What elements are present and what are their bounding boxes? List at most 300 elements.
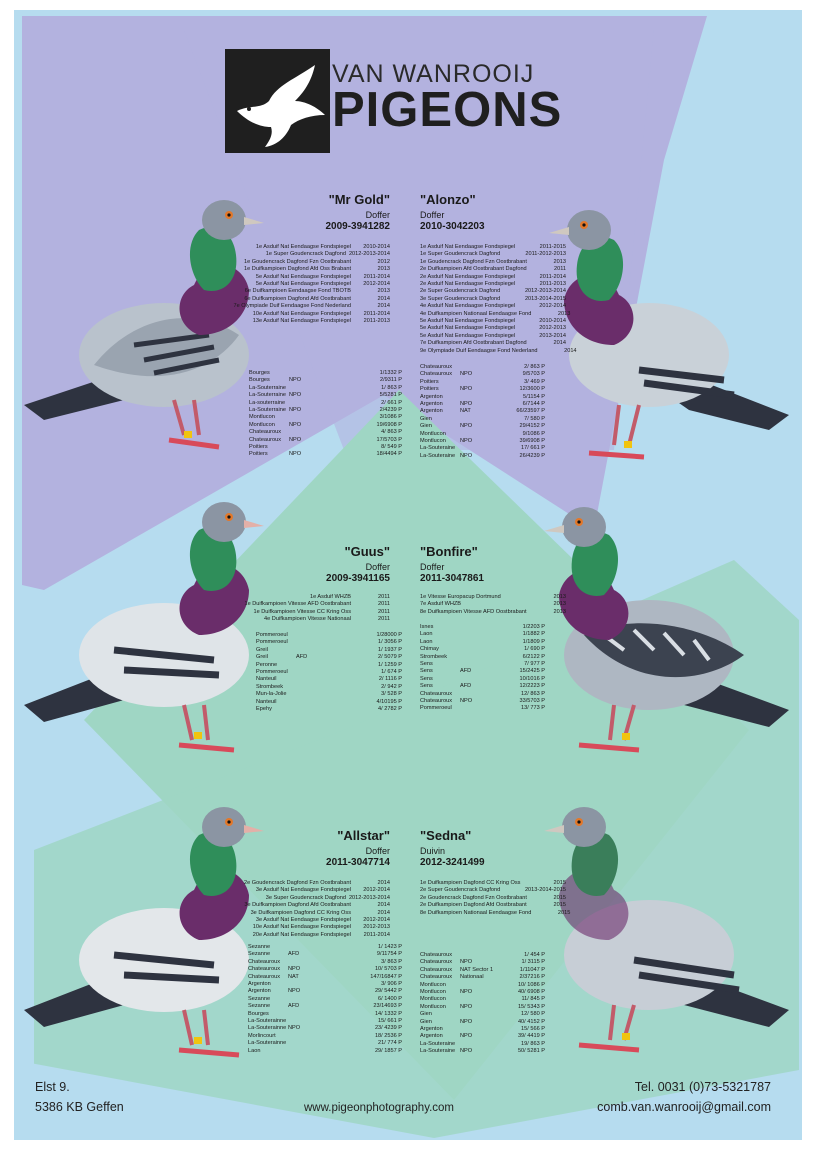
result-row bbox=[256, 669, 402, 676]
result-level bbox=[289, 414, 319, 421]
result-place: 19/ 863 P bbox=[521, 1040, 545, 1047]
results-bonfire bbox=[420, 624, 545, 713]
result-place: 2/ 5079 P bbox=[378, 654, 402, 661]
result-race: Laon bbox=[248, 1047, 261, 1054]
achievement-row bbox=[220, 288, 390, 295]
achievement-year: 2011-2013 bbox=[363, 318, 390, 325]
achievements-guus bbox=[220, 594, 390, 624]
result-race: Chateauroux bbox=[420, 698, 453, 705]
result-row bbox=[248, 1048, 402, 1055]
result-row bbox=[420, 431, 545, 438]
achievement-row bbox=[220, 311, 390, 318]
achievement-title: 3e Super Goudencrack Dagfond bbox=[420, 295, 501, 302]
result-row bbox=[420, 401, 545, 408]
result-level: NPO bbox=[460, 371, 473, 378]
achievement-title: 2e Asduif Nat Eendaagse Fondspiegel bbox=[420, 281, 516, 288]
result-level: NPO bbox=[460, 989, 473, 996]
result-place: 3/ 906 P bbox=[381, 981, 402, 988]
achievement-title: 2e Goudencrack Dagfond Fzn Oostbrabant bbox=[420, 894, 527, 901]
bird-ring-sedna: 2012-3241499 bbox=[420, 857, 485, 868]
result-place: 14/ 1332 P bbox=[374, 1010, 402, 1017]
achievement-row bbox=[420, 274, 566, 281]
result-race: Argenton bbox=[420, 408, 443, 415]
result-level bbox=[296, 684, 326, 691]
achievement-row bbox=[420, 244, 566, 251]
result-place: 1/1809 P bbox=[522, 638, 545, 645]
pigeon-bonfire-image bbox=[544, 505, 789, 765]
result-place: 1/ 674 P bbox=[381, 669, 402, 676]
achievements-bonfire bbox=[420, 594, 566, 616]
result-level bbox=[460, 676, 490, 683]
achievement-year: 2014 bbox=[377, 909, 390, 916]
result-level bbox=[288, 1018, 318, 1025]
result-place: 17/ 661 P bbox=[521, 445, 545, 452]
result-row bbox=[420, 996, 545, 1003]
result-place: 1/ 863 P bbox=[381, 384, 402, 391]
bird-ring-allstar: 2011-3047714 bbox=[326, 857, 390, 868]
result-race: Argenton bbox=[420, 1026, 443, 1033]
achievement-year: 2013-2014 bbox=[539, 332, 566, 339]
achievement-title: 7e Olympiade Duif Eendaagse Fond Nederland bbox=[233, 303, 351, 310]
bird-ring-guus: 2009-3941165 bbox=[326, 573, 390, 584]
result-place: 1/ 1259 P bbox=[378, 661, 402, 668]
result-row bbox=[248, 1011, 402, 1018]
result-row bbox=[248, 988, 402, 995]
result-level bbox=[288, 1040, 318, 1047]
result-place: 1/ 1937 P bbox=[378, 646, 402, 653]
result-race: Chateauroux bbox=[420, 959, 453, 966]
achievement-row bbox=[220, 259, 390, 266]
achievement-year: 2012-2014 bbox=[363, 281, 390, 288]
achievement-title: 1e Duifkampioen Vitesse AFD Oostbrabant bbox=[244, 601, 351, 608]
result-race: Chateauroux bbox=[420, 974, 453, 981]
achievement-title: 1e Duifkampioen Dagfond Afd Oss Brabant bbox=[244, 266, 351, 273]
result-row bbox=[420, 394, 545, 401]
result-place: 9/5703 P bbox=[522, 371, 545, 378]
achievement-row bbox=[220, 266, 390, 273]
result-row bbox=[420, 952, 545, 959]
result-place: 4/10195 P bbox=[376, 698, 402, 705]
result-level bbox=[296, 706, 326, 713]
achievement-title: 3e Duifkampioen Dagfond Afd Oostbrabant bbox=[244, 902, 351, 909]
result-row bbox=[249, 444, 402, 451]
dove-logo bbox=[225, 49, 330, 153]
result-place: 5/1154 P bbox=[523, 393, 545, 400]
result-race: Sezanne bbox=[248, 1003, 271, 1010]
achievement-row bbox=[420, 296, 566, 303]
result-row bbox=[256, 654, 402, 661]
achievement-row bbox=[220, 917, 390, 924]
result-level bbox=[296, 676, 326, 683]
result-level: NPO bbox=[460, 438, 473, 445]
result-place: 15/ 566 P bbox=[521, 1026, 545, 1033]
brand-main-line: PIGEONS bbox=[332, 83, 563, 137]
result-level: NPO bbox=[460, 698, 473, 705]
result-row bbox=[248, 1033, 402, 1040]
achievement-year: 2013 bbox=[377, 266, 390, 273]
result-level bbox=[460, 445, 490, 452]
result-level: NPO bbox=[460, 1033, 473, 1040]
result-level: NPO bbox=[460, 423, 473, 430]
result-place: 13/ 773 P bbox=[521, 705, 545, 712]
achievement-row bbox=[420, 310, 571, 318]
result-race: Pommeroeul bbox=[256, 632, 288, 638]
result-row bbox=[248, 951, 402, 958]
bird-sex-sedna: Duivin bbox=[420, 846, 446, 856]
achievement-year: 2013 bbox=[553, 594, 566, 600]
dove-icon bbox=[225, 49, 330, 153]
achievement-row bbox=[220, 616, 390, 623]
result-row bbox=[248, 966, 402, 973]
result-race: Sens bbox=[420, 668, 433, 675]
result-row bbox=[256, 639, 402, 646]
result-place: 4/ 863 P bbox=[381, 429, 402, 436]
result-race: Mun-la-Jolie bbox=[256, 691, 287, 698]
result-race: Chimay bbox=[420, 646, 439, 653]
achievement-title: 1e Goudencrack Dagfond Fzn Oostbrabant bbox=[244, 258, 351, 265]
result-row bbox=[248, 1003, 402, 1010]
result-level bbox=[460, 952, 490, 959]
achievement-title: 5e Asduif Nat Eendaagse Fondspiegel bbox=[255, 281, 351, 288]
email-link[interactable]: comb.van.wanrooij@gmail.com bbox=[597, 1100, 771, 1114]
result-race: Argenton bbox=[420, 401, 443, 408]
result-row bbox=[420, 1033, 545, 1040]
result-level: NPO bbox=[460, 959, 473, 966]
result-level: NPO bbox=[288, 966, 301, 973]
achievement-row bbox=[420, 347, 577, 355]
result-race: La-Souterraine bbox=[249, 392, 287, 399]
result-place: 1/ 3056 P bbox=[378, 639, 402, 646]
achievement-year: 2015 bbox=[557, 909, 571, 916]
result-row bbox=[248, 1025, 402, 1032]
result-race: Poitiers bbox=[249, 451, 268, 458]
result-race: La-souterraine bbox=[249, 399, 286, 406]
achievement-year: 2012-2013 bbox=[363, 924, 390, 931]
result-level bbox=[288, 996, 318, 1003]
result-race: Sezanne bbox=[248, 944, 271, 950]
result-race: Argenton bbox=[420, 1033, 443, 1040]
result-place: 5/5281 P bbox=[379, 392, 402, 399]
result-level bbox=[296, 647, 326, 654]
achievement-title: 1e Asduif Nat Eendaagse Fondspiegel bbox=[420, 244, 516, 250]
phone-number: Tel. 0031 (0)73-5321787 bbox=[634, 1080, 771, 1094]
result-place: 19/6908 P bbox=[376, 421, 402, 428]
result-row bbox=[256, 647, 402, 654]
result-level bbox=[296, 632, 326, 639]
result-row bbox=[420, 423, 545, 430]
brand-top-line: VAN WANROOIJ bbox=[332, 60, 535, 88]
result-level bbox=[460, 691, 490, 698]
result-place: 26/4239 P bbox=[519, 452, 545, 459]
achievement-year: 2012 bbox=[377, 258, 390, 265]
result-level bbox=[460, 654, 490, 661]
result-level bbox=[460, 639, 490, 646]
bird-sex-mr-gold: Doffer bbox=[365, 210, 390, 220]
result-level bbox=[460, 394, 490, 401]
achievement-row bbox=[220, 303, 390, 310]
result-race: Argenton bbox=[248, 988, 271, 995]
result-place: 15/ 5343 P bbox=[517, 1003, 545, 1010]
result-place: 40/ 4152 P bbox=[517, 1018, 545, 1025]
result-row bbox=[420, 691, 545, 698]
result-level: NPO bbox=[289, 421, 302, 428]
achievement-title: 10e Asduif Nat Eendaagse Fondspiegel bbox=[252, 924, 351, 931]
result-row bbox=[249, 377, 402, 384]
result-level: NPO bbox=[460, 401, 473, 408]
result-row bbox=[420, 1026, 545, 1033]
result-place: 29/4152 P bbox=[519, 423, 545, 430]
achievement-row bbox=[420, 266, 566, 273]
result-race: Isnes bbox=[420, 624, 434, 630]
achievement-year: 2011 bbox=[377, 616, 390, 623]
achievement-year: 2011-2013 bbox=[539, 281, 566, 288]
address-line-2: 5386 KB Geffen bbox=[35, 1100, 124, 1114]
result-place: 8/ 549 P bbox=[381, 444, 402, 451]
achievement-title: 2e Duifkampioen Dagfond Afd Oostbrabant bbox=[420, 902, 527, 909]
achievement-year: 2012-2014 bbox=[363, 917, 390, 924]
result-place: 39/6908 P bbox=[519, 438, 545, 445]
achievement-title: 20e Asduif Nat Eendaagse Fondspiegel bbox=[252, 931, 351, 938]
result-race: Gien bbox=[420, 415, 432, 422]
result-row bbox=[420, 438, 545, 445]
result-level bbox=[460, 631, 490, 638]
result-level bbox=[288, 981, 318, 988]
result-row bbox=[420, 379, 545, 386]
result-race: Poitiers bbox=[420, 386, 439, 393]
result-race: Chateauroux bbox=[420, 371, 453, 378]
achievement-title: 3e Super Goudencrack Dagfond bbox=[265, 894, 346, 901]
result-place: 33/5703 P bbox=[519, 698, 545, 705]
result-row bbox=[249, 385, 402, 392]
result-place: 10/ 5703 P bbox=[374, 966, 402, 973]
bird-ring-mr-gold: 2009-3941282 bbox=[325, 221, 390, 232]
result-row bbox=[420, 974, 545, 981]
result-place: 12/ 580 P bbox=[521, 1011, 545, 1018]
result-level: NPO bbox=[460, 386, 473, 393]
result-level: NPO bbox=[460, 1048, 473, 1055]
achievement-year: 2014 bbox=[377, 880, 390, 886]
result-race: Pommeroeul bbox=[420, 705, 452, 712]
achievement-year: 2013 bbox=[377, 288, 390, 295]
achievement-year: 2013-2014-2015 bbox=[524, 887, 566, 894]
result-race: Peronne bbox=[256, 661, 278, 668]
achievement-title: 6e Duifkampioen Dagfond Afd Oostbrabant bbox=[244, 295, 351, 302]
result-place: 1/1882 P bbox=[522, 631, 545, 638]
achievement-year: 2015 bbox=[553, 894, 566, 901]
result-place: 1/1332 P bbox=[379, 370, 402, 376]
result-place: 10/ 1086 P bbox=[517, 981, 545, 988]
achievement-row bbox=[220, 274, 390, 281]
achievement-year: 2013 bbox=[553, 601, 566, 608]
bird-name-guus: "Guus" bbox=[344, 544, 390, 559]
result-race: Epehy bbox=[256, 706, 272, 713]
result-row bbox=[420, 1004, 545, 1011]
result-level: NPO bbox=[289, 407, 302, 414]
result-row bbox=[420, 967, 545, 974]
result-level: NPO bbox=[289, 392, 302, 399]
result-race: Sens bbox=[420, 675, 433, 682]
achievement-title: 5e Asduif Nat Eendaagse Fondspiegel bbox=[420, 332, 516, 339]
achievement-title: 8e Duifkampioen Nationaal Eendaagse Fond bbox=[420, 909, 532, 916]
achievement-row bbox=[420, 251, 566, 258]
result-row bbox=[256, 632, 402, 639]
achievement-row bbox=[420, 340, 566, 347]
result-level: NPO bbox=[288, 988, 301, 995]
result-place: 2/ 863 P bbox=[524, 364, 545, 370]
result-place: 12/3600 P bbox=[519, 386, 545, 393]
bird-name-sedna: "Sedna" bbox=[420, 828, 472, 843]
poster bbox=[14, 10, 802, 1140]
achievement-year: 2012-2013-2014 bbox=[348, 251, 390, 258]
result-place: 12/2223 P bbox=[519, 683, 545, 690]
result-level: NAT bbox=[288, 973, 299, 980]
achievement-title: 5e Asduif Nat Eendaagse Fondspiegel bbox=[255, 273, 351, 280]
result-level bbox=[460, 624, 490, 631]
result-row bbox=[420, 676, 545, 683]
achievements-allstar bbox=[220, 880, 390, 939]
result-race: La-Souterraine bbox=[249, 384, 287, 391]
achievement-year: 2011 bbox=[553, 266, 566, 273]
result-race: Greil bbox=[256, 654, 268, 661]
result-level: NPO bbox=[288, 1025, 301, 1032]
result-place: 17/5703 P bbox=[376, 436, 402, 443]
achievement-title: 1e Asduif Nat Eendaagse Fondspiegel bbox=[255, 244, 351, 250]
result-level bbox=[460, 705, 490, 712]
achievement-year: 2013 bbox=[557, 310, 571, 317]
achievement-row bbox=[420, 909, 571, 917]
result-level bbox=[288, 1048, 318, 1055]
results-alonzo bbox=[420, 364, 545, 460]
result-race: Bourges bbox=[249, 377, 270, 384]
result-place: 50/ 5281 P bbox=[517, 1048, 545, 1055]
result-place: 2/ 1116 P bbox=[378, 676, 402, 683]
result-place: 18/ 2536 P bbox=[374, 1032, 402, 1039]
result-level bbox=[460, 646, 490, 653]
achievement-year: 2012-2013-2014 bbox=[524, 288, 566, 295]
result-race: Montlucon bbox=[249, 421, 275, 428]
achievement-year: 2014 bbox=[377, 303, 390, 310]
result-level bbox=[460, 982, 490, 989]
result-level: AFD bbox=[460, 683, 472, 690]
address-line-1: Elst 9. bbox=[35, 1080, 70, 1094]
achievement-row bbox=[420, 281, 566, 288]
result-row bbox=[248, 1018, 402, 1025]
achievement-row bbox=[420, 325, 566, 332]
result-place: 29/ 1857 P bbox=[374, 1047, 402, 1054]
achievement-row bbox=[420, 609, 566, 616]
result-level bbox=[460, 1011, 490, 1018]
result-race: Poitiers bbox=[420, 378, 439, 385]
bird-name-alonzo: "Alonzo" bbox=[420, 192, 476, 207]
achievement-title: 2e Asduif Nat Eendaagse Fondspiegel bbox=[420, 273, 516, 280]
achievement-year: 2011 bbox=[377, 608, 390, 615]
result-race: Bourges bbox=[249, 370, 270, 376]
result-place: 3/ 469 P bbox=[524, 378, 545, 385]
result-row bbox=[256, 699, 402, 706]
result-row bbox=[420, 989, 545, 996]
result-row bbox=[420, 661, 545, 668]
result-level: NPO bbox=[460, 1003, 473, 1010]
result-row bbox=[249, 429, 402, 436]
result-place: 23/14693 P bbox=[373, 1003, 402, 1010]
result-place: 1/ 454 P bbox=[524, 952, 545, 958]
achievement-row bbox=[220, 910, 390, 917]
achievement-row bbox=[420, 880, 566, 887]
achievements-sedna bbox=[420, 880, 571, 917]
pigeon-sedna-image bbox=[544, 805, 789, 1065]
bird-name-allstar: "Allstar" bbox=[337, 828, 390, 843]
result-level bbox=[296, 669, 326, 676]
result-row bbox=[249, 437, 402, 444]
result-row bbox=[420, 624, 545, 631]
achievement-year: 2015 bbox=[553, 902, 566, 909]
result-level: AFD bbox=[288, 1003, 300, 1010]
result-level: NAT bbox=[460, 408, 471, 415]
result-race: Gien bbox=[420, 1011, 432, 1018]
result-row bbox=[256, 706, 402, 713]
achievement-row bbox=[420, 288, 566, 295]
result-row bbox=[420, 371, 545, 378]
result-race: Nanteuil bbox=[256, 698, 277, 705]
result-place: 1/ 1423 P bbox=[378, 944, 402, 950]
bird-sex-guus: Doffer bbox=[365, 562, 390, 572]
website-link[interactable]: www.pigeonphotography.com bbox=[304, 1102, 455, 1114]
result-place: 7/ 977 P bbox=[524, 661, 545, 668]
achievement-year: 2012-2014 bbox=[363, 887, 390, 894]
result-level bbox=[288, 944, 318, 951]
result-race: Montlucon bbox=[420, 1003, 446, 1010]
result-race: La-Souteraine bbox=[420, 445, 456, 452]
achievement-year: 2013 bbox=[553, 258, 566, 265]
result-place: 9/1086 P bbox=[522, 430, 545, 437]
result-row bbox=[420, 408, 545, 415]
result-race: Chateauroux bbox=[420, 952, 453, 958]
result-race: Laon bbox=[420, 638, 433, 645]
result-level bbox=[460, 1041, 490, 1048]
achievement-row bbox=[220, 924, 390, 931]
result-level bbox=[289, 429, 319, 436]
achievement-year: 2013 bbox=[553, 608, 566, 615]
result-row bbox=[420, 982, 545, 989]
result-level bbox=[296, 662, 326, 669]
result-level: AFD bbox=[460, 668, 472, 675]
achievement-title: 2e Super Goudencrack Dagfond bbox=[420, 887, 501, 894]
result-place: 2/ 942 P bbox=[381, 683, 402, 690]
result-row bbox=[256, 662, 402, 669]
bird-sex-alonzo: Doffer bbox=[420, 210, 445, 220]
result-level: NPO bbox=[289, 377, 302, 384]
result-row bbox=[256, 691, 402, 698]
result-level bbox=[289, 444, 319, 451]
result-level: Nationaal bbox=[460, 974, 484, 981]
result-place: 7/ 580 P bbox=[524, 415, 545, 422]
result-race: La-Souterainne bbox=[248, 1025, 287, 1032]
achievement-title: 1e Asduif WHZB bbox=[309, 594, 351, 600]
result-level: NPO bbox=[289, 451, 302, 458]
achievement-title: 5e Asduif Nat Eendaagse Fondspiegel bbox=[420, 325, 516, 332]
result-row bbox=[420, 631, 545, 638]
achievement-row bbox=[220, 895, 390, 902]
achievement-year: 2011 bbox=[377, 594, 390, 600]
achievement-title: 1e Vitesse Europacup Dortmund bbox=[420, 594, 501, 600]
result-row bbox=[248, 996, 402, 1003]
achievement-title: 1e Super Goudencrack Dagfond bbox=[420, 251, 501, 258]
result-race: Morlincourt bbox=[248, 1032, 276, 1039]
achievement-title: 7e Duifkampioen Afd Oostbrabant Dagfond bbox=[420, 340, 527, 347]
result-place: 18/4494 P bbox=[376, 451, 402, 458]
result-level bbox=[296, 691, 326, 698]
achievement-row bbox=[220, 281, 390, 288]
